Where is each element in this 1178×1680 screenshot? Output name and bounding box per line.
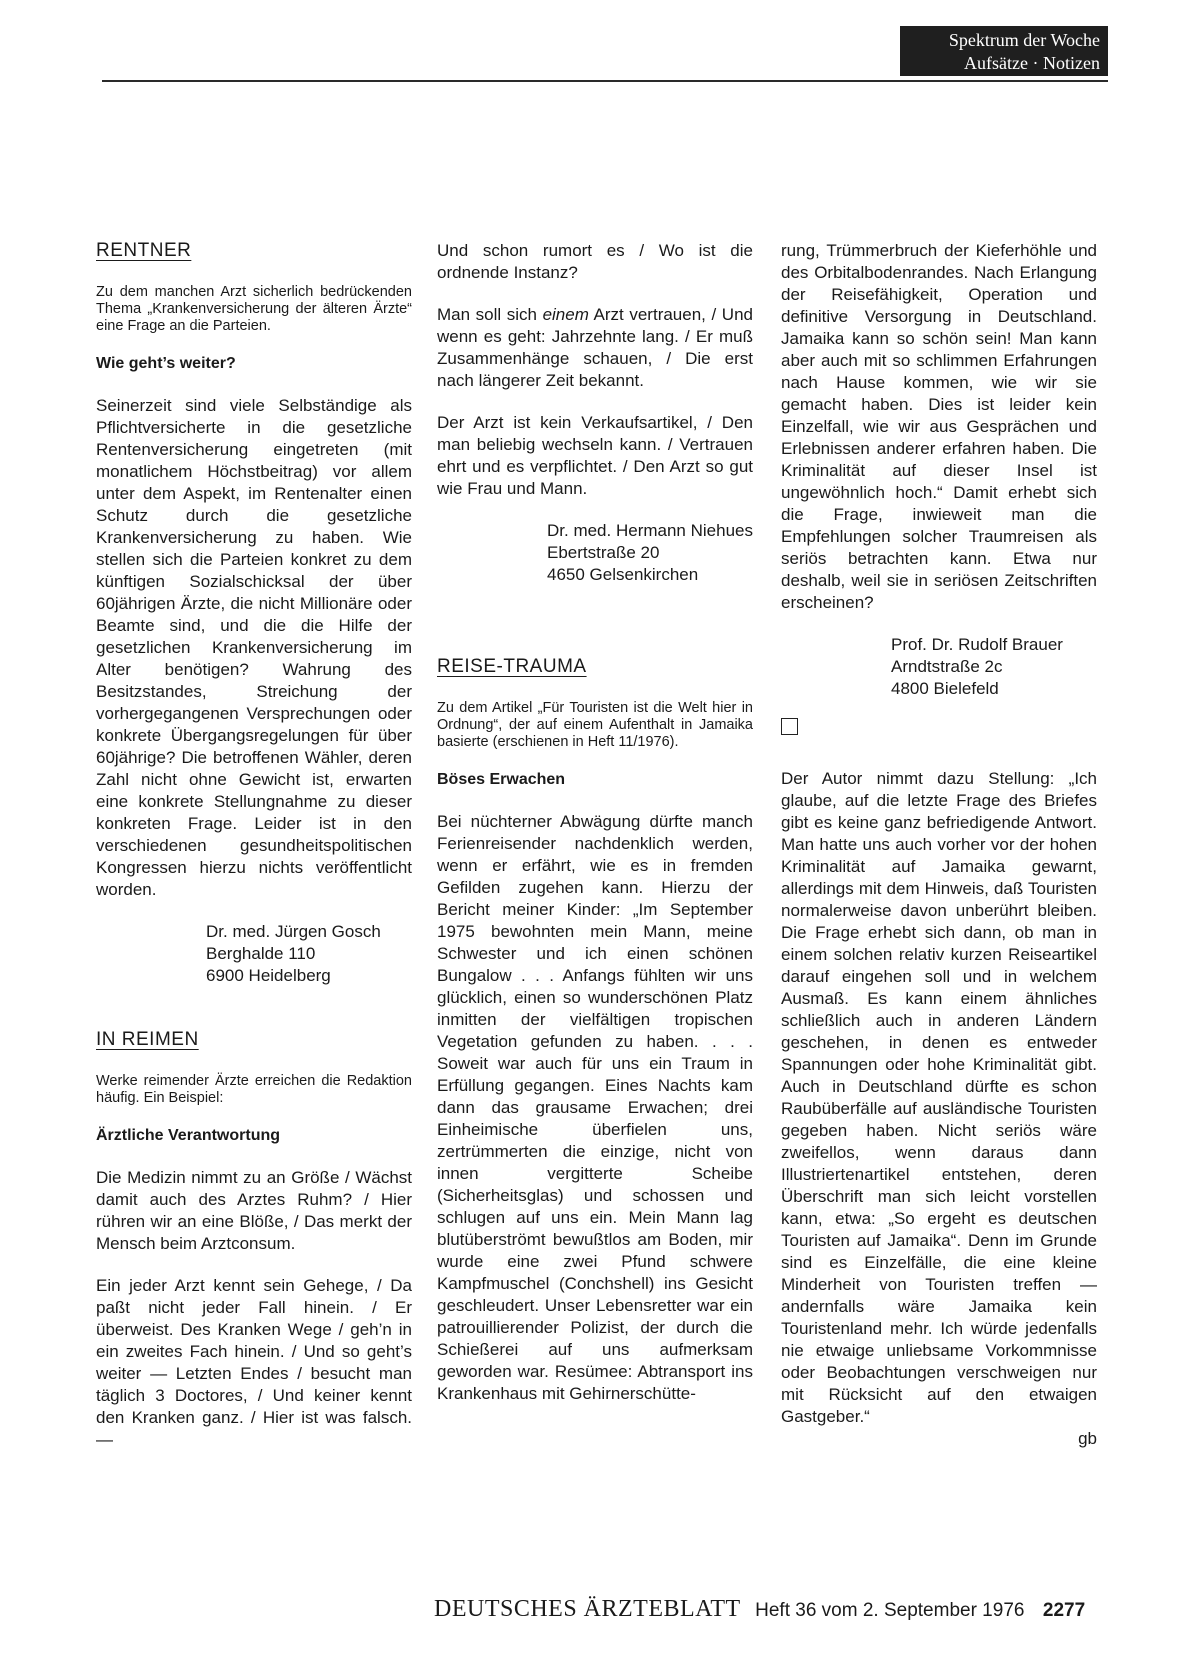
poem-stanza-4 [437,304,753,392]
author-reply: Der Autor nimmt dazu Stellung: „Ich glaube, auf die letzte Frage des Briefes gibt es keine ganz befriedigende Antwort. Man hatte uns auch vorher vor der hohen Kriminalität auf Jamaika gewarnt, allerdings mit dem Hinweis, daß Touristen normalerweise davon unberührt bleiben. Die Frage erhebt sich dann, ob man in einem solchen relativ kurzen Reiseartikel darauf eingehen soll und in welchem Ausmaß. Es kann einem ähnliches schließlich auch in anderen Ländern geschehen, in denen es entweder Spannungen oder hohe Kriminalität gibt. Auch in Deutschland dürfte es schon Raubüberfälle auf ausländische Touristen gegeben haben. Nicht seriös wäre zweifellos, wenn daraus dann Illustriertenartikel entstehen, deren Überschrift man sich leicht vorstellen kann, etwa: „So ergeht es deutschen Touristen auf Jamaika“. Denn im Grunde sind es Einzelfälle, die eine kleine Minderheit von Touristen treffen — andernfalls wäre Jamaika kein Touristenland mehr. Ich würde jedenfalls nie etwaige unliebsame Vorkommnisse oder Beobachtungen verschweigen nur mit Rücksicht auf den etwaigen Gastgeber.“ [781,769,1097,1426]
signature-city: 4800 Bielefeld [891,679,999,698]
footer-masthead: DEUTSCHES ÄRZTEBLATT [434,1596,741,1622]
column-1 [96,240,412,1471]
signature-street: Ebertstraße 20 [547,543,660,562]
signature-name: Prof. Dr. Rudolf Brauer [891,635,1063,654]
poem-stanza-2: Ein jeder Arzt kennt sein Gehege, / Da paßt nicht jeder Fall hinein. / Er überweist. Des Kranken Wege / geh’n in ein zweites Fach hinein. / Und so geht’s weiter — Letzten Endes / besucht man täglich 3 Doctores, / Und keiner kennt den Kranken ganz. / Hier ist was falsch. — [96,1276,412,1449]
author-initials: gb [1078,1429,1097,1448]
footer-issue: Heft 36 vom 2. September 1976 [755,1600,1025,1621]
signature-reise [781,634,1097,700]
section-title-rentner: RENTNER [96,240,192,261]
signature-city: 6900 Heidelberg [206,966,331,985]
body-reise-part-2: rung, Trümmerbruch der Kieferhöhle und des Orbitalbodenrandes. Nach Erlangung der Reisefähigkeit, Operation und definitive Versorgung in Deutschland. Jamaika kann so schön sein! Man kann aber auch mit so schlimmen Erfahrungen nach Hause kommen, wie wir sie gemacht haben. Dies ist leider kein Einzelfall, wie wir aus Gesprächen und Erlebnissen anderer erfahren haben. Die Kriminalität auf dieser Insel ist ungewöhnlich hoch.“ Damit erhebt sich die Frage, inwieweit man die Empfehlungen solcher Traumreisen als seriös betrachten kann. Etwa nur deshalb, weil sie in seriösen Zeitschriften erscheinen? [781,241,1097,612]
column-2 [437,240,753,1425]
intro-rentner: Zu dem manchen Arzt sicherlich bedrückenden Thema „Krankenversicherung der älteren Ärzte“ eine Frage an die Parteien. [96,284,412,334]
body-rentner: Seinerzeit sind viele Selbständige als Pflichtversicherte in die gesetzliche Rentenversicherung eingetreten (mit monatlichem Höchstbeitrag) vor allem unter dem Aspekt, im Rentenalter einen Schutz durch die gesetzliche Krankenversicherung zu haben. Wie stellen sich die Parteien konkret zu dem künftigen Sozialschicksal der über 60jährigen Ärzte, die nicht Millionäre oder Beamte sind, und die die Hilfe der gesetzlichen Krankenversicherung im Alter benötigen? Wahrung des Besitzstandes, Streichung der vorhergegangenen Versprechungen oder konkrete Übergangsregelungen für über 60jährige? Die betroffenen Wähler, deren Zahl nicht ohne Gewicht ist, erwarten eine konkrete Stellungnahme zu dieser konkreten Frage. Leider ist in den verschiedenen gesundheitspolitischen Kongressen hierzu nichts veröffentlicht worden. [96,396,412,899]
signature-name: Dr. med. Jürgen Gosch [206,922,381,941]
signature-name: Dr. med. Hermann Niehues [547,521,753,540]
subhead-reimen: Ärztliche Verantwortung [96,1127,281,1144]
page-footer [434,1596,1085,1623]
signature-reimen [437,520,753,586]
poem-stanza-4-pre: Man soll sich [437,305,543,324]
signature-street: Arndtstraße 2c [891,657,1003,676]
section-title-reimen: IN REIMEN [96,1029,199,1050]
poem-stanza-4-post: Arzt vertrauen, / Und wenn es geht: Jahrzehnte lang. / Er muß Zusammenhänge schauen, / Die erst nach längerer Zeit bekannt. [437,305,753,390]
subhead-reise: Böses Erwachen [437,771,566,788]
signature-street: Berghalde 110 [206,944,316,963]
subhead-rentner: Wie geht’s weiter? [96,355,236,372]
poem-stanza-5: Der Arzt ist kein Verkaufsartikel, / Den man beliebig wechseln kann. / Vertrauen ehrt und es verpflichtet. / Den Arzt so gut wie Frau und Mann. [437,413,753,498]
intro-reimen: Werke reimender Ärzte erreichen die Redaktion häufig. Ein Beispiel: [96,1073,412,1106]
header-rule [102,80,1108,82]
poem-stanza-3: Und schon rumort es / Wo ist die ordnende Instanz? [437,241,753,282]
signature-city: 4650 Gelsenkirchen [547,565,699,584]
body-reise-part-1: Bei nüchterner Abwägung dürfte manch Ferienreisender nachdenklich werden, wenn er erfährt, wie es in fremden Gefilden zugehen kann. Hierzu der Bericht meiner Kinder: „Im September 1975 bewohnten mein Mann, meine Schwester und ich einen schönen Bungalow . . . Anfangs fühlten wir uns glücklich, einen so wunderschönen Platz inmitten der vielfältigen tropischen Vegetation gefunden zu haben. . . . Soweit war auch für uns ein Traum in Erfüllung gegangen. Eines Nachts kam dann das grausame Erwachen; drei Einheimische überfielen uns, zertrümmerten die einzige, nicht von innen vergitterte Scheibe (Sicherheitsglas) und schossen und schlugen auf uns ein. Mein Mann lag blutüberströmt bewußtlos am Boden, mir wurde eine zwei Pfund schwere Kampfmuschel (Conchshell) ins Gesicht geschleudert. Unser Lebensretter war ein patrouillierender Polizist, der durch die Schießerei auf uns aufmerksam geworden war. Resümee: Abtransport ins Krankenhaus mit Gehirnerschütte- [437,812,753,1403]
poem-stanza-4-emphasis: einem [542,305,589,324]
poem-stanza-1: Die Medizin nimmt zu an Größe / Wächst damit auch des Arztes Ruhm? / Hier rühren wir an eine Blöße, / Das merkt der Mensch beim Arztconsum. [96,1168,412,1253]
footer-page-number: 2277 [1042,1600,1086,1621]
header-line-2: Aufsätze · Notizen [964,53,1100,73]
section-end-box-icon [781,718,798,735]
section-header-tag [900,26,1108,76]
intro-reise: Zu dem Artikel „Für Touristen ist die Welt hier in Ordnung“, der auf einem Aufenthalt in Jamaika basierte (erschienen in Heft 11/1976). [437,700,753,750]
signature-rentner [96,921,412,987]
column-3 [781,240,1097,1450]
header-line-1: Spektrum der Woche [948,30,1100,50]
section-title-reise: REISE-TRAUMA [437,656,587,677]
